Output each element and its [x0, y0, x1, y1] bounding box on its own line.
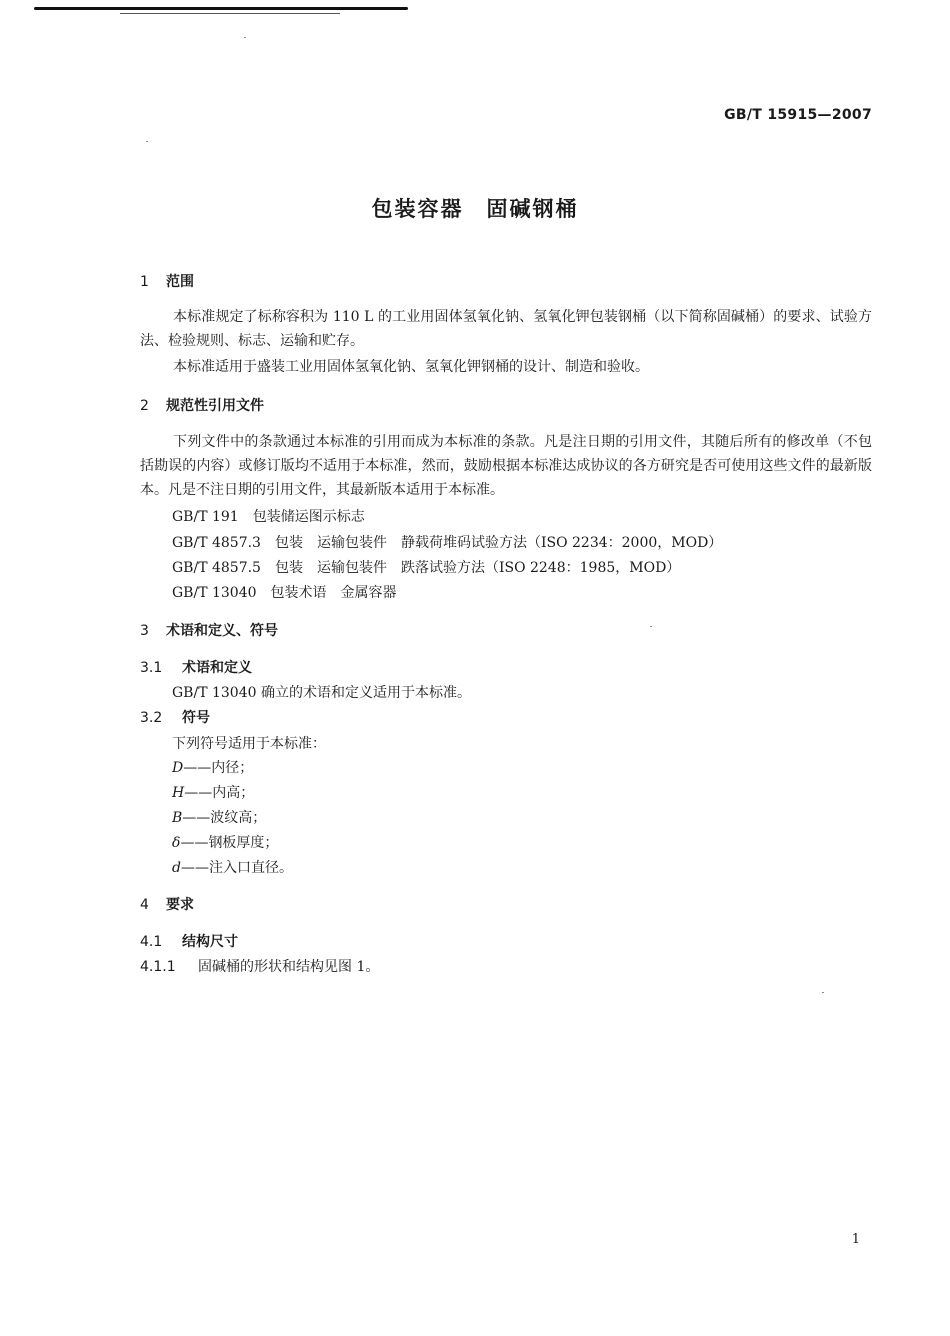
section-number: 3.2	[140, 710, 163, 726]
section-title: 符号	[182, 710, 210, 726]
section-1-heading	[140, 273, 194, 291]
scan-edge-line	[34, 7, 408, 10]
reference-code: GB/T 4857.3	[172, 535, 261, 551]
section-4-1-1-line	[140, 958, 379, 976]
reference-code: GB/T 13040	[172, 585, 257, 601]
section-1-paragraph-2: 本标准适用于盛装工业用固体氢氧化钠、氢氧化钾钢桶的设计、制造和验收。	[173, 359, 649, 375]
section-4-1-1-text: 固碱桶的形状和结构见图 1。	[198, 959, 380, 975]
section-3-2-heading	[140, 709, 210, 727]
section-4-1-heading	[140, 933, 238, 951]
standard-number: GB/T 15915—2007	[724, 107, 872, 123]
symbol: d	[172, 860, 181, 876]
section-title: 术语和定义	[182, 660, 252, 676]
symbol-item	[172, 834, 278, 852]
scan-speck	[146, 141, 148, 142]
section-2-heading	[140, 397, 264, 415]
page-number: 1	[851, 1232, 860, 1247]
scan-speck	[822, 992, 824, 993]
section-2-paragraph: 下列文件中的条款通过本标准的引用而成为本标准的条款。凡是注日期的引用文件，其随后所有的修改单（不包括勘误的内容）或修订版均不适用于本标准，然而，鼓励根据本标准达成协议的各方研究是否可使用这些文件的最新版本。凡是不注日期的引用文件，其最新版本适用于本标准。	[140, 434, 872, 498]
scan-speck	[650, 626, 652, 627]
symbol: δ	[172, 835, 181, 851]
section-title: 要求	[166, 897, 194, 913]
reference-code: GB/T 4857.5	[172, 560, 261, 576]
section-title: 范围	[166, 274, 194, 290]
document-title: 包装容器 固碱钢桶	[371, 197, 579, 221]
symbol-desc: ——内高；	[184, 785, 255, 801]
symbol-desc: ——内径；	[183, 760, 254, 776]
symbol-item	[172, 859, 293, 877]
section-title: 规范性引用文件	[166, 398, 264, 414]
section-number: 3	[140, 623, 149, 639]
section-title: 术语和定义、符号	[166, 623, 278, 639]
section-1-paragraph-1: 本标准规定了标称容积为 110 L 的工业用固体氢氧化钠、氢氧化钾包装钢桶（以下简称固碱桶）的要求、试验方法、检验规则、标志、运输和贮存。	[140, 309, 872, 349]
section-3-2-intro: 下列符号适用于本标准：	[172, 736, 326, 752]
symbol-desc: ——注入口直径。	[180, 860, 293, 876]
reference-item	[172, 508, 365, 526]
section-4-heading	[140, 896, 194, 914]
reference-text: 包装术语 金属容器	[270, 585, 397, 601]
section-number: 4.1.1	[140, 959, 176, 975]
reference-text: 包装储运图示标志	[252, 509, 365, 525]
section-title: 结构尺寸	[182, 934, 238, 950]
symbol: B	[172, 810, 183, 826]
symbol-desc: ——波纹高；	[182, 810, 267, 826]
reference-item	[172, 584, 397, 602]
section-3-1-text: GB/T 13040 确立的术语和定义适用于本标准。	[172, 685, 471, 701]
reference-text: 包装 运输包装件 跌落试验方法（ISO 2248：1985，MOD）	[274, 560, 681, 576]
reference-text: 包装 运输包装件 静载荷堆码试验方法（ISO 2234：2000，MOD）	[274, 535, 723, 551]
reference-item	[172, 534, 722, 552]
scan-speck	[244, 37, 246, 38]
section-number: 3.1	[140, 660, 163, 676]
symbol-item	[172, 784, 254, 802]
section-3-1-heading	[140, 659, 252, 677]
section-3-heading	[140, 622, 278, 640]
symbol-item	[172, 759, 253, 777]
section-number: 1	[140, 274, 149, 290]
scan-edge-line-thin	[120, 13, 340, 14]
reference-code: GB/T 191	[172, 509, 239, 525]
symbol: D	[172, 760, 184, 776]
section-number: 4	[140, 897, 149, 913]
section-number: 4.1	[140, 934, 163, 950]
symbol: H	[172, 785, 185, 801]
symbol-desc: ——钢板厚度；	[180, 835, 279, 851]
symbol-item	[172, 809, 266, 827]
reference-item	[172, 559, 680, 577]
section-number: 2	[140, 398, 149, 414]
